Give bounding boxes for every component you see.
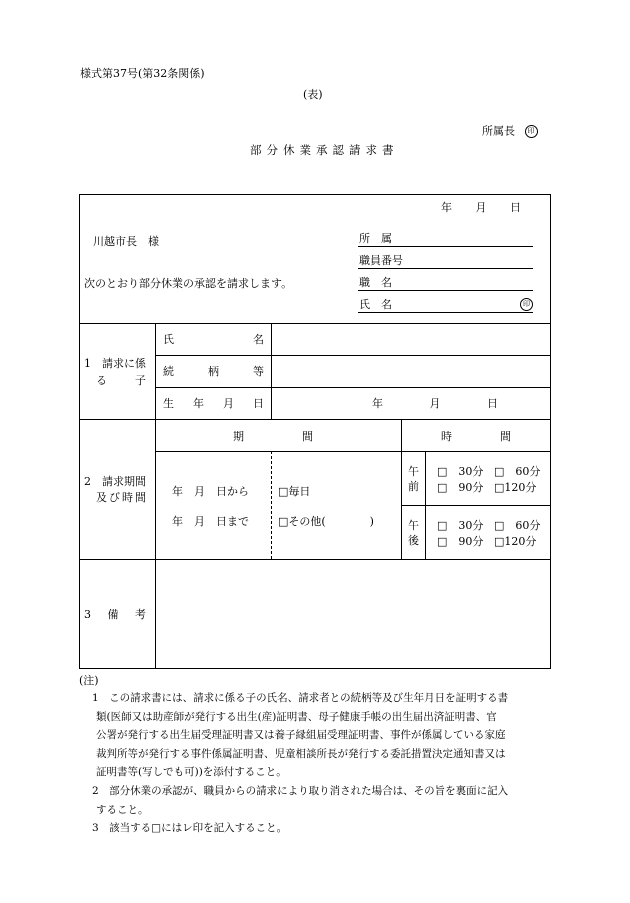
- time-header: 時 間: [441, 430, 511, 443]
- day-unit: 日: [510, 201, 521, 214]
- note-line: 証明書等(写しでも可))を添付すること。: [96, 766, 287, 779]
- am-120min-checkbox[interactable]: □120分: [494, 481, 537, 494]
- request-statement: 次のとおり部分休業の承認を請求します。: [84, 277, 293, 290]
- divider: [271, 323, 272, 419]
- period-header: 期 間: [233, 430, 313, 443]
- affiliation-label: 所 属: [359, 232, 392, 245]
- section1-label-line1: 1 請求に係: [84, 357, 146, 370]
- child-name-label: 氏 名: [163, 333, 264, 346]
- applicant-name-field[interactable]: [358, 312, 533, 313]
- section2-label-line2: 及び時間: [96, 491, 148, 504]
- note-line: 2 部分休業の承認が、職員からの請求により取り消された場合は、その旨を裏面に記入: [92, 784, 509, 797]
- remarks-label: 3 備 考: [84, 608, 146, 621]
- am-label-1: 午: [408, 465, 419, 478]
- pm-label-2: 後: [408, 534, 419, 547]
- pm-60min-checkbox[interactable]: □ 60分: [494, 519, 541, 532]
- relation-label: 続 柄 等: [163, 365, 264, 378]
- affiliation-field[interactable]: [358, 246, 533, 247]
- staff-number-label: 職員番号: [359, 254, 403, 267]
- am-90min-checkbox[interactable]: □ 90分: [437, 481, 484, 494]
- date-to[interactable]: 年 月 日まで: [172, 515, 249, 528]
- divider: [155, 355, 551, 356]
- note-line: 裁判所等が発行する事件係属証明書、児童相談所長が発行する委託措置決定通知書又は: [96, 747, 506, 760]
- notes-heading: (注): [79, 674, 99, 687]
- other-checkbox[interactable]: □その他( ): [278, 515, 374, 528]
- side-label: (表): [303, 88, 323, 101]
- note-line: すること。: [96, 803, 149, 816]
- addressee: 川越市長 様: [93, 235, 159, 248]
- month-unit: 月: [475, 201, 487, 214]
- daily-checkbox[interactable]: □毎日: [278, 485, 311, 498]
- divider: [79, 419, 551, 420]
- notes: [80, 680, 560, 838]
- seal-icon: 印: [520, 298, 533, 311]
- section1-label-line2: る 子: [96, 374, 146, 387]
- divider: [271, 451, 272, 559]
- manager-stamp: [482, 125, 538, 138]
- dob-label: 生 年 月 日: [163, 397, 264, 410]
- form-id: 様式第37号(第32条関係): [80, 67, 205, 80]
- note-line: 1 この請求書には、請求に係る子の氏名、請求者との続柄等及び生年月日を証明する書: [92, 692, 509, 704]
- position-label: 職 名: [359, 276, 392, 289]
- year-unit: 年: [441, 201, 452, 214]
- note-line: 類(医師又は助産師が発行する出生(産)証明書、母子健康手帳の出生届出済証明書、官: [96, 710, 497, 723]
- position-field[interactable]: [358, 290, 533, 291]
- staff-number-field[interactable]: [358, 268, 533, 269]
- dob-value[interactable]: 年 月 日: [372, 397, 498, 410]
- date-from[interactable]: 年 月 日から: [172, 485, 249, 498]
- pm-30min-checkbox[interactable]: □ 30分: [437, 519, 484, 532]
- pm-90min-checkbox[interactable]: □ 90分: [437, 535, 484, 548]
- am-label-2: 前: [408, 480, 419, 493]
- am-30min-checkbox[interactable]: □ 30分: [437, 465, 484, 478]
- seal-icon: 印: [525, 125, 538, 138]
- am-60min-checkbox[interactable]: □ 60分: [494, 465, 541, 478]
- divider: [401, 505, 551, 506]
- pm-120min-checkbox[interactable]: □120分: [494, 535, 537, 548]
- note-line: 3 該当する□にはレ印を記入すること。: [92, 822, 288, 835]
- remarks-field[interactable]: [156, 560, 550, 668]
- divider: [401, 419, 402, 559]
- divider: [155, 451, 551, 452]
- manager-label: 所属長: [482, 124, 515, 138]
- divider: [425, 451, 426, 559]
- applicant-name-label: 氏 名: [359, 298, 392, 311]
- divider: [79, 323, 551, 324]
- divider: [155, 387, 551, 388]
- note-line: 公署が発行する出生届受理証明書又は養子縁組届受理証明書、事件が係属している家庭: [96, 729, 506, 742]
- section2-label-line1: 2 請求期間: [84, 475, 146, 488]
- page-title: 部分休業承認請求書: [250, 143, 399, 157]
- pm-label-1: 午: [408, 519, 419, 532]
- submission-date: [441, 202, 521, 213]
